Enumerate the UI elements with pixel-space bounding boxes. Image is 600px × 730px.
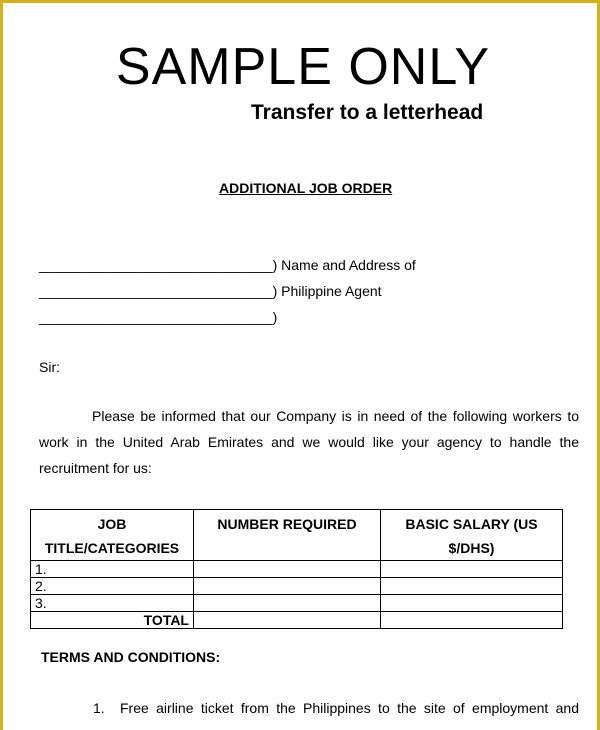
table-row xyxy=(31,561,563,578)
table-total-row xyxy=(31,612,563,629)
address-line-3: ______________________________) xyxy=(39,309,278,325)
header-basic-salary: BASIC SALARY (US $/DHS) xyxy=(381,510,563,561)
table-cell xyxy=(381,595,563,612)
job-order-table xyxy=(30,509,563,629)
table-cell xyxy=(194,561,381,578)
row-number: 3. xyxy=(31,595,194,612)
table-cell xyxy=(194,578,381,595)
row-number: 2. xyxy=(31,578,194,595)
salutation: Sir: xyxy=(39,359,60,375)
total-label: TOTAL xyxy=(31,612,194,629)
table-cell xyxy=(381,578,563,595)
header-job-title: JOB TITLE/CATEGORIES xyxy=(31,510,194,561)
table-header-row xyxy=(31,510,563,561)
terms-item-text: Free airline ticket from the Philippines to the site of employment and xyxy=(120,700,579,716)
table-cell xyxy=(194,612,381,629)
table-row xyxy=(31,578,563,595)
intro-paragraph: Please be informed that our Company is in need of the following workers to work in the United Arab Emirates and we would like your agency to handle the recruitment for us: xyxy=(39,408,579,476)
sample-only-heading: SAMPLE ONLY xyxy=(115,38,491,96)
address-line-1: ______________________________) Name and Address of xyxy=(39,257,416,273)
table-row xyxy=(31,595,563,612)
terms-item-number: 1. xyxy=(93,700,105,716)
table-cell xyxy=(381,561,563,578)
table-cell xyxy=(194,595,381,612)
terms-title: TERMS AND CONDITIONS: xyxy=(41,649,221,665)
header-number-required: NUMBER REQUIRED xyxy=(194,510,381,561)
table-cell xyxy=(381,612,563,629)
address-line-2: ______________________________) Philippine Agent xyxy=(39,283,382,299)
document-title: ADDITIONAL JOB ORDER xyxy=(219,180,393,196)
transfer-note: Transfer to a letterhead xyxy=(251,101,484,124)
row-number: 1. xyxy=(31,561,194,578)
